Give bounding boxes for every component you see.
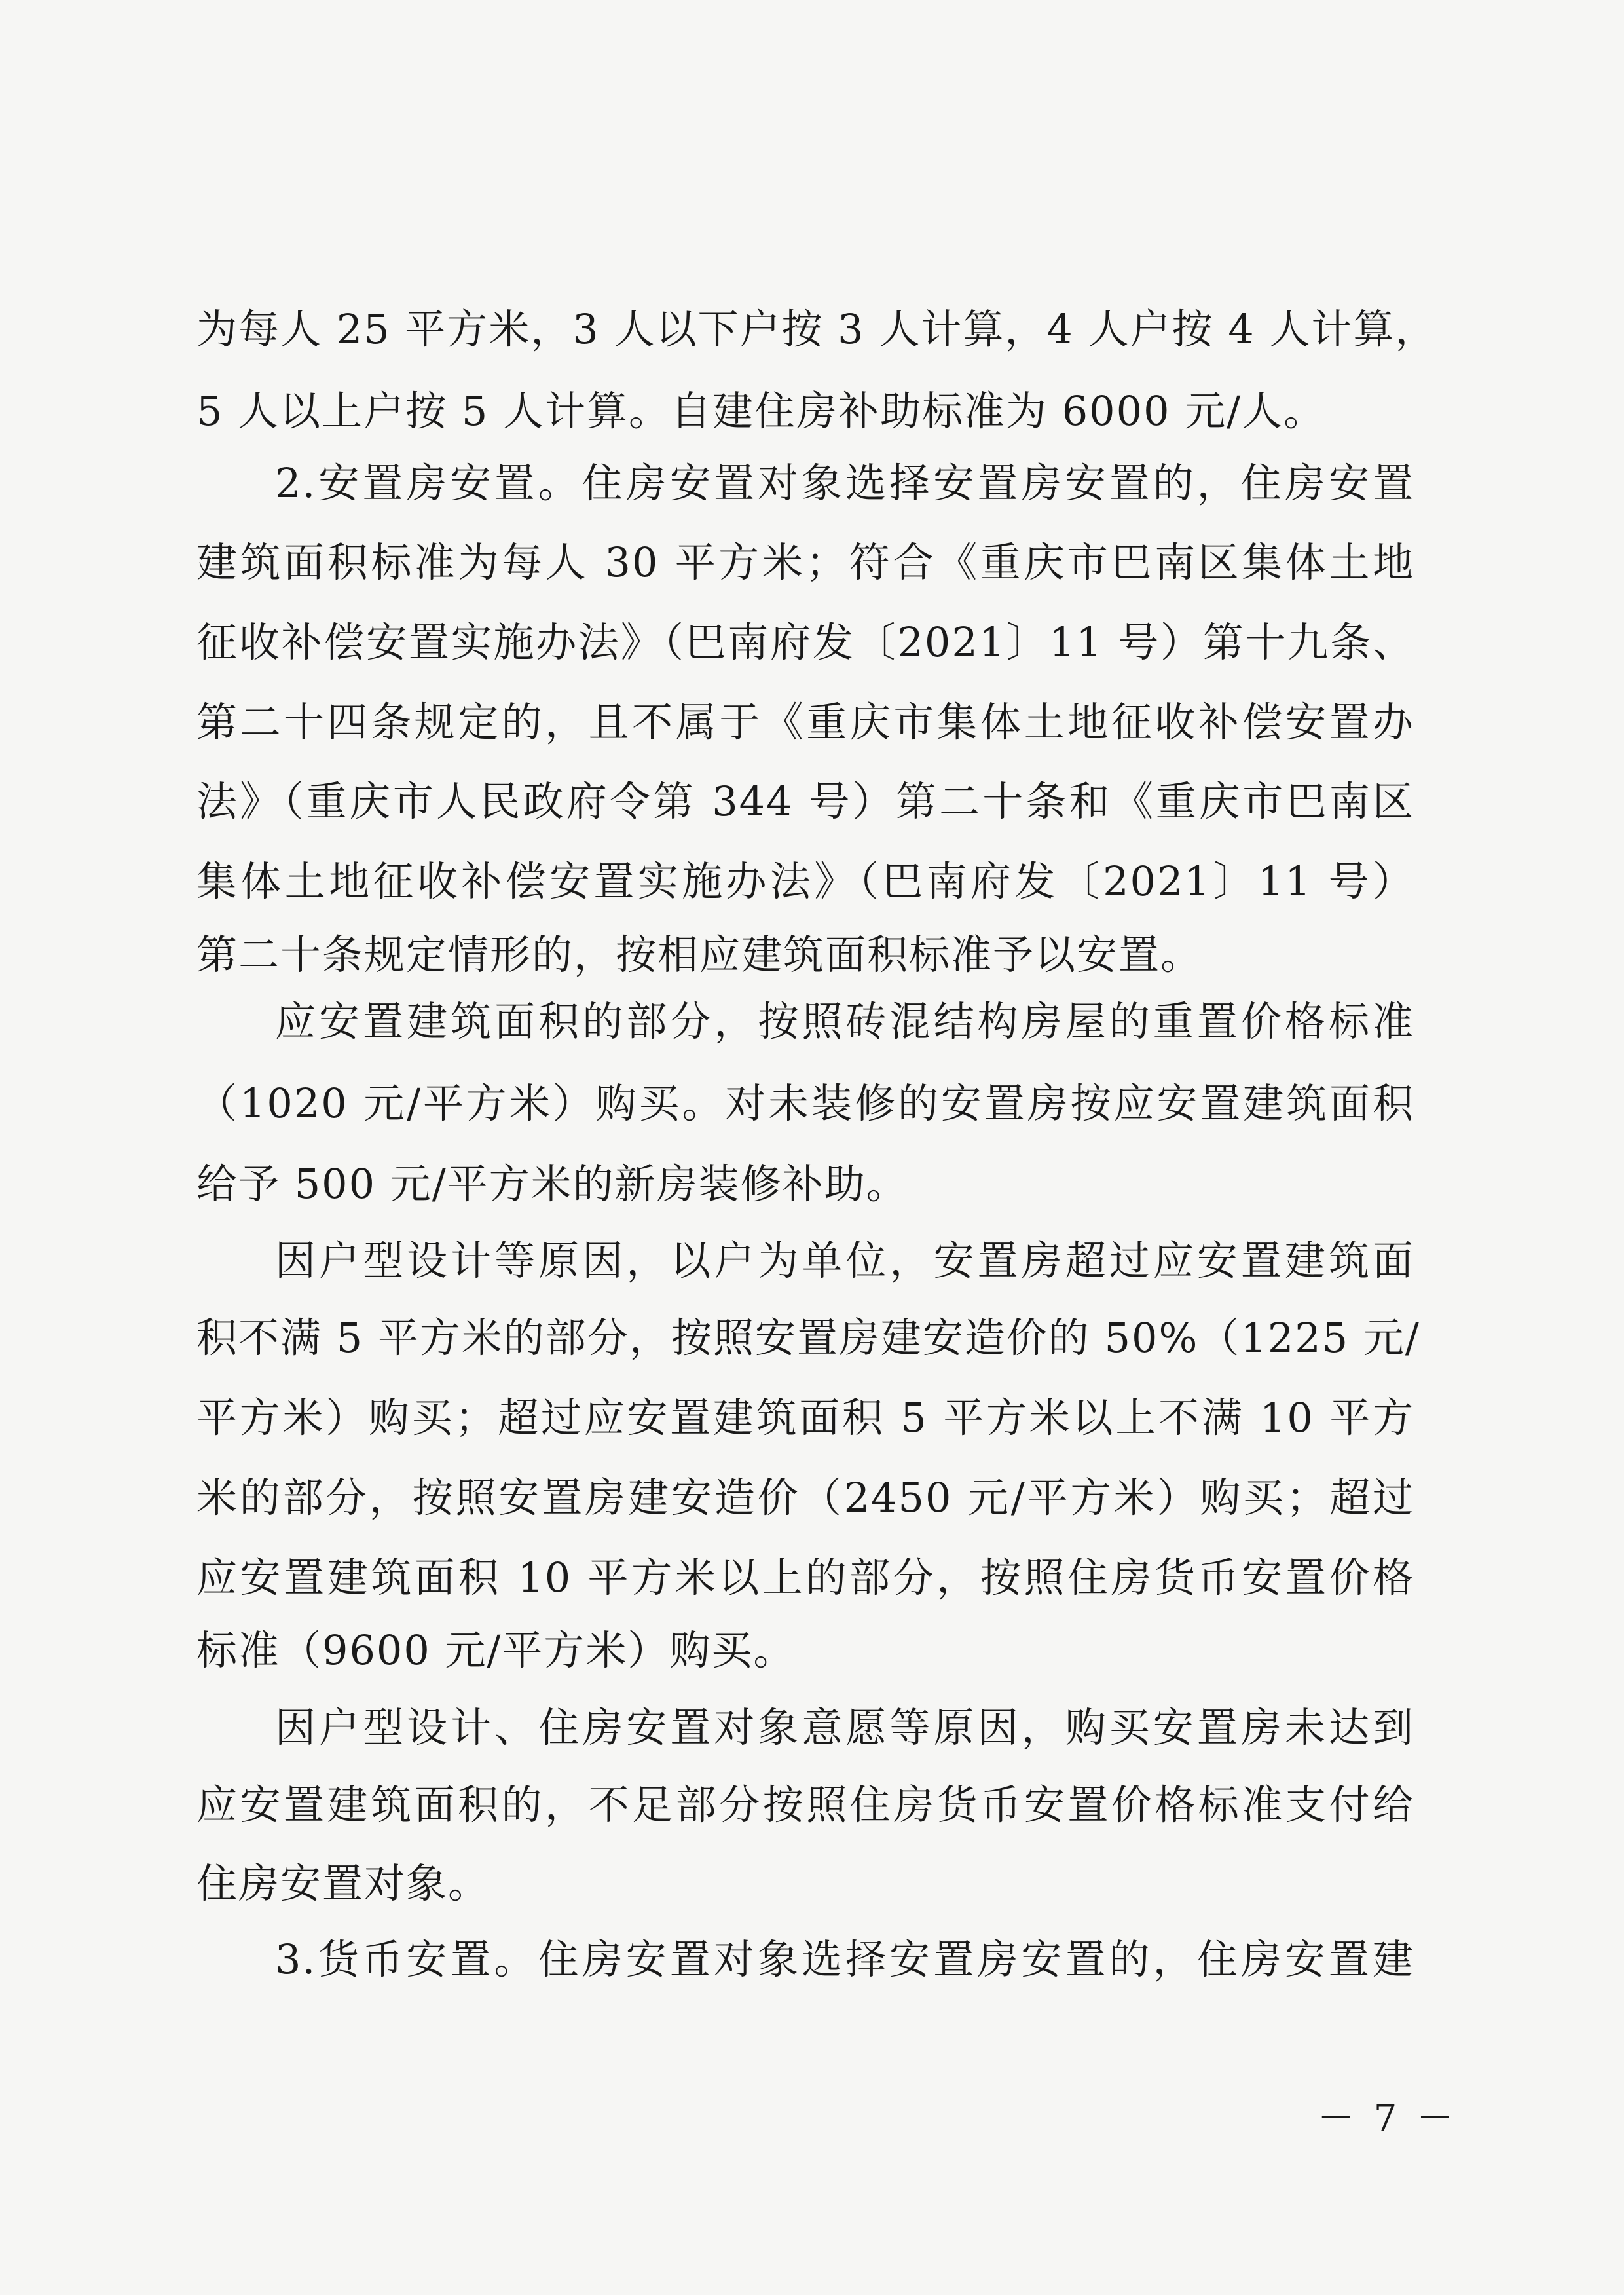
text-line: 为每人 25 平方米，3 人以下户按 3 人计算，4 人户按 4 人计算， bbox=[196, 305, 1437, 353]
text-line: 因户型设计等原因，以户为单位，安置房超过应安置建筑面 bbox=[275, 1237, 1414, 1284]
text-line: 3.货币安置。住房安置对象选择安置房安置的，住房安置建 bbox=[275, 1935, 1414, 1983]
text-line: 给予 500 元/平方米的新房装修补助。 bbox=[196, 1160, 908, 1208]
text-line: 5 人以上户按 5 人计算。自建住房补助标准为 6000 元/人。 bbox=[196, 387, 1326, 435]
text-line: （1020 元/平方米）购买。对未装修的安置房按应安置建筑面积 bbox=[196, 1079, 1414, 1127]
text-line: 集体土地征收补偿安置实施办法》（巴南府发〔2021〕11 号） bbox=[196, 857, 1414, 905]
text-line: 应安置建筑面积的，不足部分按照住房货币安置价格标准支付给 bbox=[196, 1781, 1414, 1829]
text-line: 2.安置房安置。住房安置对象选择安置房安置的，住房安置 bbox=[275, 459, 1414, 507]
text-line: 标准（9600 元/平方米）购买。 bbox=[196, 1626, 796, 1674]
page-number: － 7 － bbox=[1318, 2097, 1458, 2140]
text-line: 应安置建筑面积的部分，按照砖混结构房屋的重置价格标准 bbox=[275, 998, 1414, 1045]
text-line: 积不满 5 平方米的部分，按照安置房建安造价的 50%（1225 元/ bbox=[196, 1314, 1420, 1362]
text-line: 因户型设计、住房安置对象意愿等原因，购买安置房未达到 bbox=[275, 1704, 1414, 1751]
text-line: 征收补偿安置实施办法》（巴南府发〔2021〕11 号）第十九条、 bbox=[196, 618, 1414, 666]
text-line: 建筑面积标准为每人 30 平方米；符合《重庆市巴南区集体土地 bbox=[196, 538, 1414, 586]
text-line: 平方米）购买；超过应安置建筑面积 5 平方米以上不满 10 平方 bbox=[196, 1394, 1414, 1442]
text-line: 第二十条规定情形的，按相应建筑面积标准予以安置。 bbox=[196, 931, 1203, 979]
text-line: 法》（重庆市人民政府令第 344 号）第二十条和《重庆市巴南区 bbox=[196, 777, 1414, 825]
text-line: 住房安置对象。 bbox=[196, 1859, 490, 1907]
text-line: 米的部分，按照安置房建安造价（2450 元/平方米）购买；超过 bbox=[196, 1474, 1414, 1521]
text-line: 应安置建筑面积 10 平方米以上的部分，按照住房货币安置价格 bbox=[196, 1554, 1414, 1601]
text-line: 第二十四条规定的，且不属于《重庆市集体土地征收补偿安置办 bbox=[196, 698, 1414, 746]
